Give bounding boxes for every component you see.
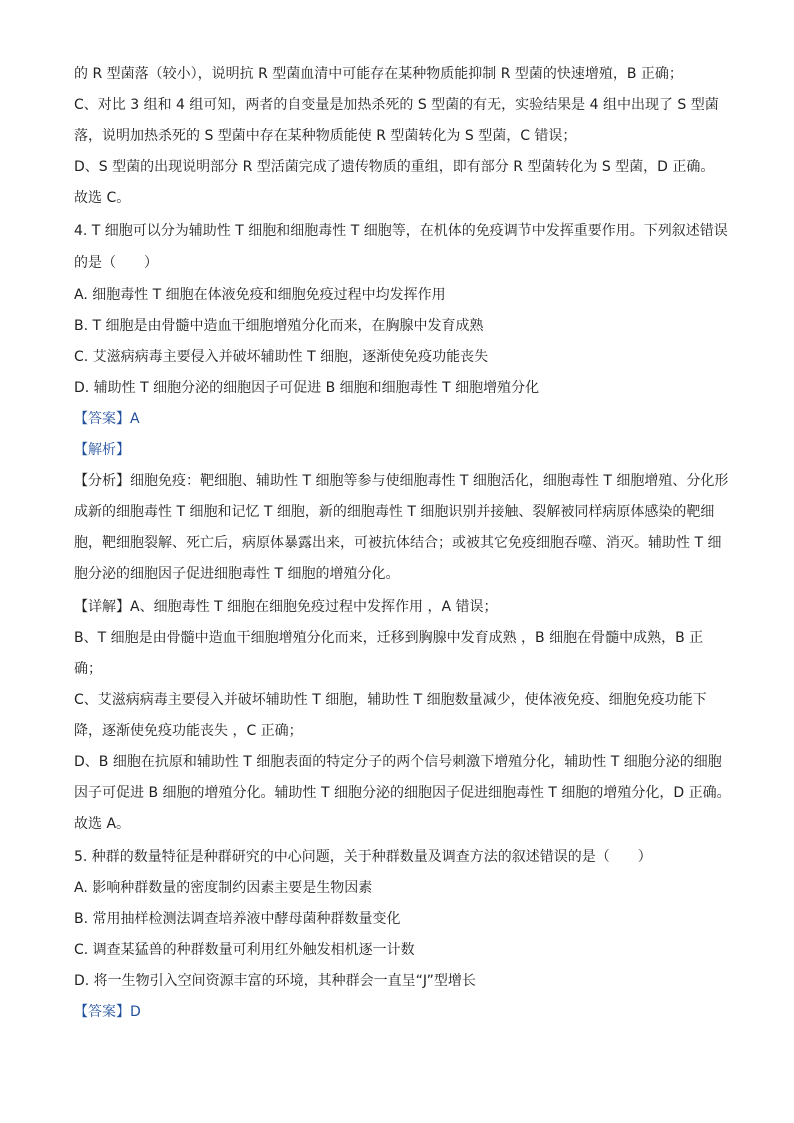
detail-line: 确； — [74, 661, 102, 677]
option-d: D. 辅助性 T 细胞分泌的细胞因子可促进 B 细胞和细胞毒性 T 细胞增殖分化 — [74, 380, 540, 396]
option-c: C. 艾滋病病毒主要侵入并破坏辅助性 T 细胞，逐渐使免疫功能丧失 — [74, 349, 489, 365]
option-b: B. T 细胞是由骨髓中造血干细胞增殖分化而来，在胸腺中发育成熟 — [74, 318, 484, 334]
text-line: 的 R 型菌落（较小），说明抗 R 型菌血清中可能存在某种物质能抑制 R 型菌的快速增殖，B 正确； — [74, 66, 683, 82]
question-4-stem: 4. T 细胞可以分为辅助性 T 细胞和细胞毒性 T 细胞等，在机体的免疫调节中发挥重要作用。下列叙述错误 — [74, 223, 728, 239]
option-b: B. 常用抽样检测法调查培养液中酵母菌种群数量变化 — [74, 911, 401, 927]
answer-label: 【答案】D — [74, 1004, 141, 1020]
text-line: 故选 C。 — [74, 190, 131, 206]
text-line: 落，说明加热杀死的 S 型菌中存在某种物质能使 R 型菌转化为 S 型菌，C 错误； — [74, 128, 577, 144]
analysis-line: 胞分泌的细胞因子促进细胞毒性 T 细胞的增殖分化。 — [74, 566, 400, 582]
detail-line: C、艾滋病病毒主要侵入并破坏辅助性 T 细胞，辅助性 T 细胞数量减少，使体液免疫、细胞免疫功能下 — [74, 692, 707, 708]
question-4-stem: 的是（ ） — [74, 255, 158, 271]
analysis-line: 【分析】细胞免疫：靶细胞、辅助性 T 细胞等参与使细胞毒性 T 细胞活化，细胞毒性 T 细胞增殖、分化形 — [74, 473, 729, 489]
text-line: D、S 型菌的出现说明部分 R 型活菌完成了遗传物质的重组，即有部分 R 型菌转化为 S 型菌，D 正确。 — [74, 159, 715, 175]
detail-line: D、B 细胞在抗原和辅助性 T 细胞表面的特定分子的两个信号刺激下增殖分化，辅助性 T 细胞分泌的细胞 — [74, 754, 722, 770]
detail-line: 降，逐渐使免疫功能丧失 ，C 正确； — [74, 723, 303, 739]
answer-label: 【答案】A — [74, 411, 140, 427]
option-d: D. 将一生物引入空间资源丰富的环境，其种群会一直呈“J”型增长 — [74, 973, 476, 989]
detail-line: B、T 细胞是由骨髓中造血干细胞增殖分化而来，迁移到胸腺中发育成熟 ，B 细胞在骨髓中成熟，B 正 — [74, 630, 704, 646]
explanation-label: 【解析】 — [74, 442, 130, 458]
detail-line: 故选 A。 — [74, 816, 131, 832]
text-line: C、对比 3 组和 4 组可知，两者的自变量是加热杀死的 S 型菌的有无，实验结果是 4 组中出现了 S 型菌 — [74, 97, 719, 113]
detail-line: 【详解】A、细胞毒性 T 细胞在细胞免疫过程中发挥作用 ，A 错误； — [74, 599, 498, 615]
option-a: A. 细胞毒性 T 细胞在体液免疫和细胞免疫过程中均发挥作用 — [74, 287, 446, 303]
option-c: C. 调查某猛兽的种群数量可利用红外触发相机逐一计数 — [74, 942, 415, 958]
option-a: A. 影响种群数量的密度制约因素主要是生物因素 — [74, 880, 373, 896]
analysis-line: 成新的细胞毒性 T 细胞和记忆 T 细胞，新的细胞毒性 T 细胞识别并接触、裂解被同样病原体感染的靶细 — [74, 504, 715, 520]
detail-line: 因子可促进 B 细胞的增殖分化。辅助性 T 细胞分泌的细胞因子促进细胞毒性 T 细胞的增殖分化，D 正确。 — [74, 785, 731, 801]
analysis-line: 胞，靶细胞裂解、死亡后，病原体暴露出来，可被抗体结合；或被其它免疫细胞吞噬、消灭。辅助性 T 细 — [74, 535, 722, 551]
question-5-stem: 5. 种群的数量特征是种群研究的中心问题，关于种群数量及调查方法的叙述错误的是（ ） — [74, 849, 652, 865]
